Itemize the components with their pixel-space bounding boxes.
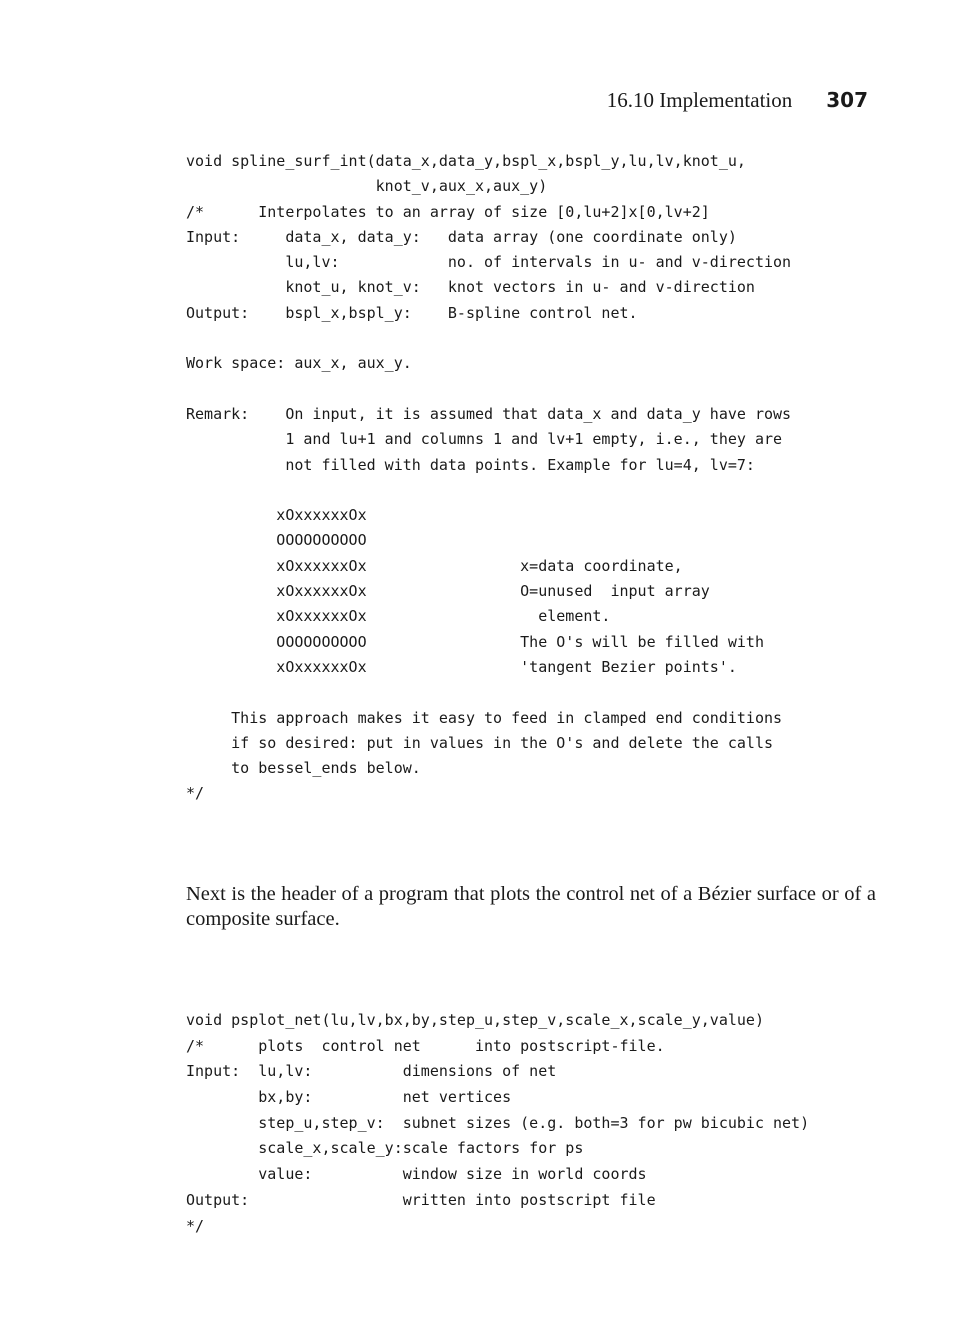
code-line: /* Interpolates to an array of size [0,lu+2]x[0,lv+2] [186, 202, 710, 221]
code-line: scale_x,scale_y:scale factors for ps [186, 1139, 584, 1158]
body-paragraph: Next is the header of a program that plots the control net of a Bézier surface or of a composite surface. [186, 883, 876, 930]
code-line: value: window size in world coords [186, 1165, 647, 1184]
code-line: step_u,step_v: subnet sizes (e.g. both=3 for pw bicubic net) [186, 1113, 810, 1132]
code-line: */ [186, 784, 205, 803]
code-line: Work space: aux_x, aux_y. [186, 354, 412, 373]
code-line: to bessel_ends below. [186, 759, 421, 778]
page-number: 307 [826, 88, 868, 112]
code-line: knot_u, knot_v: knot vectors in u- and v-direction [186, 278, 755, 297]
code-line: xOxxxxxxOx element. [186, 607, 611, 626]
code-line: if so desired: put in values in the O's and delete the calls [186, 733, 773, 752]
code-line: OOOOOOOOOO The O's will be filled with [186, 632, 764, 651]
code-line [186, 377, 791, 402]
code-line: */ [186, 1216, 205, 1235]
code-line: Remark: On input, it is assumed that data_x and data_y have rows [186, 404, 792, 423]
code-line: void spline_surf_int(data_x,data_y,bspl_x,bspl_y,lu,lv,knot_u, [186, 152, 746, 170]
code-line: lu,lv: no. of intervals in u- and v-direction [186, 253, 792, 272]
code-line: void psplot_net(lu,lv,bx,by,step_u,step_v,scale_x,scale_y,value) [186, 1011, 764, 1029]
code-line [186, 326, 791, 351]
code-line: Input: lu,lv: dimensions of net [186, 1062, 557, 1081]
page-header [607, 88, 868, 113]
code-line: Input: data_x, data_y: data array (one coordinate only) [186, 227, 737, 246]
code-line: knot_v,aux_x,aux_y) [186, 177, 548, 196]
code-line [186, 478, 791, 503]
code-line: OOOOOOOOOO [186, 531, 367, 550]
code-line: bx,by: net vertices [186, 1088, 512, 1107]
code-line: xOxxxxxxOx O=unused input array [186, 582, 710, 601]
code-line: Output: bspl_x,bspl_y: B-spline control net. [186, 303, 638, 322]
code-line: 1 and lu+1 and columns 1 and lv+1 empty, i.e., they are [186, 430, 783, 449]
code-line: xOxxxxxxOx 'tangent Bezier points'. [186, 657, 737, 676]
code-line: /* plots control net into postscript-file. [186, 1036, 665, 1055]
code-line [186, 680, 791, 705]
code-listing-spline-surf-int [186, 149, 791, 807]
code-line: This approach makes it easy to feed in clamped end conditions [186, 708, 783, 727]
code-line: Output: written into postscript file [186, 1190, 656, 1209]
code-line: xOxxxxxxOx [186, 506, 367, 525]
code-line: not filled with data points. Example for lu=4, lv=7: [186, 455, 755, 474]
code-line: xOxxxxxxOx x=data coordinate, [186, 556, 683, 575]
running-title: 16.10 Implementation [606, 88, 793, 112]
code-listing-psplot-net [186, 1008, 809, 1239]
